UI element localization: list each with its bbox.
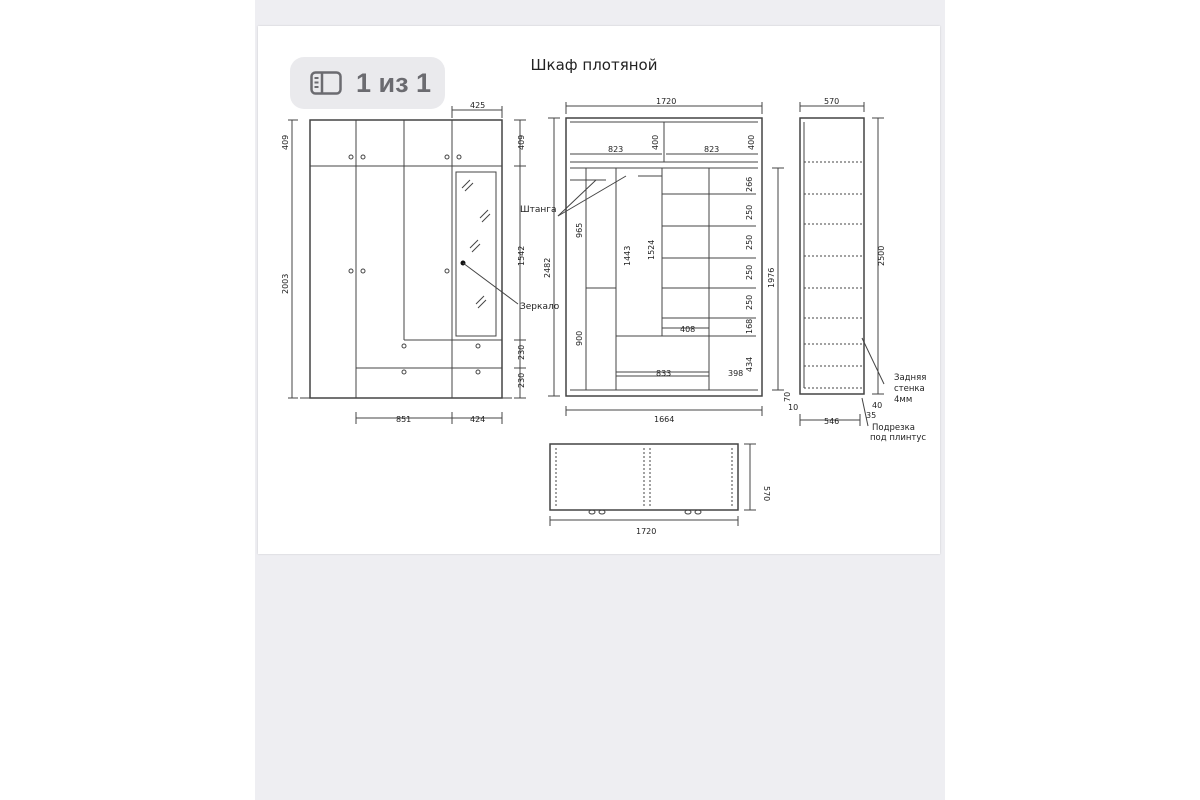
page-indicator-text: 1 из 1 — [356, 67, 432, 98]
dim-top-h2: 400 — [747, 134, 756, 150]
dim-d40: 40 — [872, 401, 883, 410]
dim-d10: 10 — [788, 403, 799, 412]
label-cut-line-2: под плинтус — [870, 433, 927, 443]
dim-bottom-right: 424 — [470, 415, 486, 424]
dim-s168: 168 — [745, 318, 754, 334]
dim-top-width: 425 — [470, 101, 486, 110]
plan-view — [550, 444, 756, 526]
label-back-line-2: стенка — [894, 384, 925, 394]
dim-rod-height: 965 — [575, 222, 584, 238]
dim-top-left: 409 — [281, 134, 290, 150]
dim-bottom-left: 851 — [396, 415, 412, 424]
dim-top-left-width: 823 — [608, 145, 624, 154]
label-back-line-3: 4мм — [894, 395, 913, 405]
dim-drawer-2: 230 — [517, 372, 526, 388]
dim-s434: 434 — [745, 356, 754, 372]
dim-top-right: 409 — [517, 134, 526, 150]
dim-d546: 546 — [824, 417, 840, 426]
label-rod: Штанга — [520, 205, 557, 215]
dim-full-height: 2482 — [543, 257, 552, 278]
dim-drawer-width: 833 — [656, 369, 672, 378]
dim-top-right-width: 823 — [704, 145, 720, 154]
dim-s266: 266 — [745, 176, 754, 192]
dim-s250c: 250 — [745, 264, 754, 280]
dim-overall-width: 1720 — [656, 97, 677, 106]
dim-depth: 570 — [824, 97, 840, 106]
dim-plan-width: 1720 — [636, 527, 657, 536]
dim-drawer-1: 230 — [517, 344, 526, 360]
dim-plan-depth: 570 — [762, 486, 771, 502]
page-indicator-badge[interactable] — [290, 57, 445, 109]
side-view — [800, 102, 884, 426]
dim-top-h1: 400 — [651, 134, 660, 150]
dim-shelf-width: 408 — [680, 325, 696, 334]
dim-s250a: 250 — [745, 204, 754, 220]
label-mirror: Зеркало — [520, 302, 560, 312]
front-view — [288, 106, 526, 424]
dim-s250b: 250 — [745, 234, 754, 250]
dim-bottom-900: 900 — [575, 330, 584, 346]
dim-inner-height: 1976 — [767, 267, 776, 288]
dim-mid-height-2: 1524 — [647, 239, 656, 260]
drawing-title: Шкаф плотяной — [530, 56, 658, 74]
sidebar-icon — [310, 71, 342, 95]
dim-mirror-height: 1542 — [517, 245, 526, 266]
dim-s250d: 250 — [745, 294, 754, 310]
dim-d35: 35 — [866, 411, 877, 420]
label-back-line-1: Задняя — [894, 373, 927, 383]
dim-body-height: 2003 — [281, 273, 290, 294]
dim-bottom-width: 1664 — [654, 415, 675, 424]
label-cut-line-1: Подрезка — [872, 423, 915, 433]
dim-mid-height: 1443 — [623, 245, 632, 266]
dim-side-height: 2500 — [877, 245, 886, 266]
dim-d70: 70 — [783, 391, 792, 402]
dim-right-width: 398 — [728, 369, 744, 378]
